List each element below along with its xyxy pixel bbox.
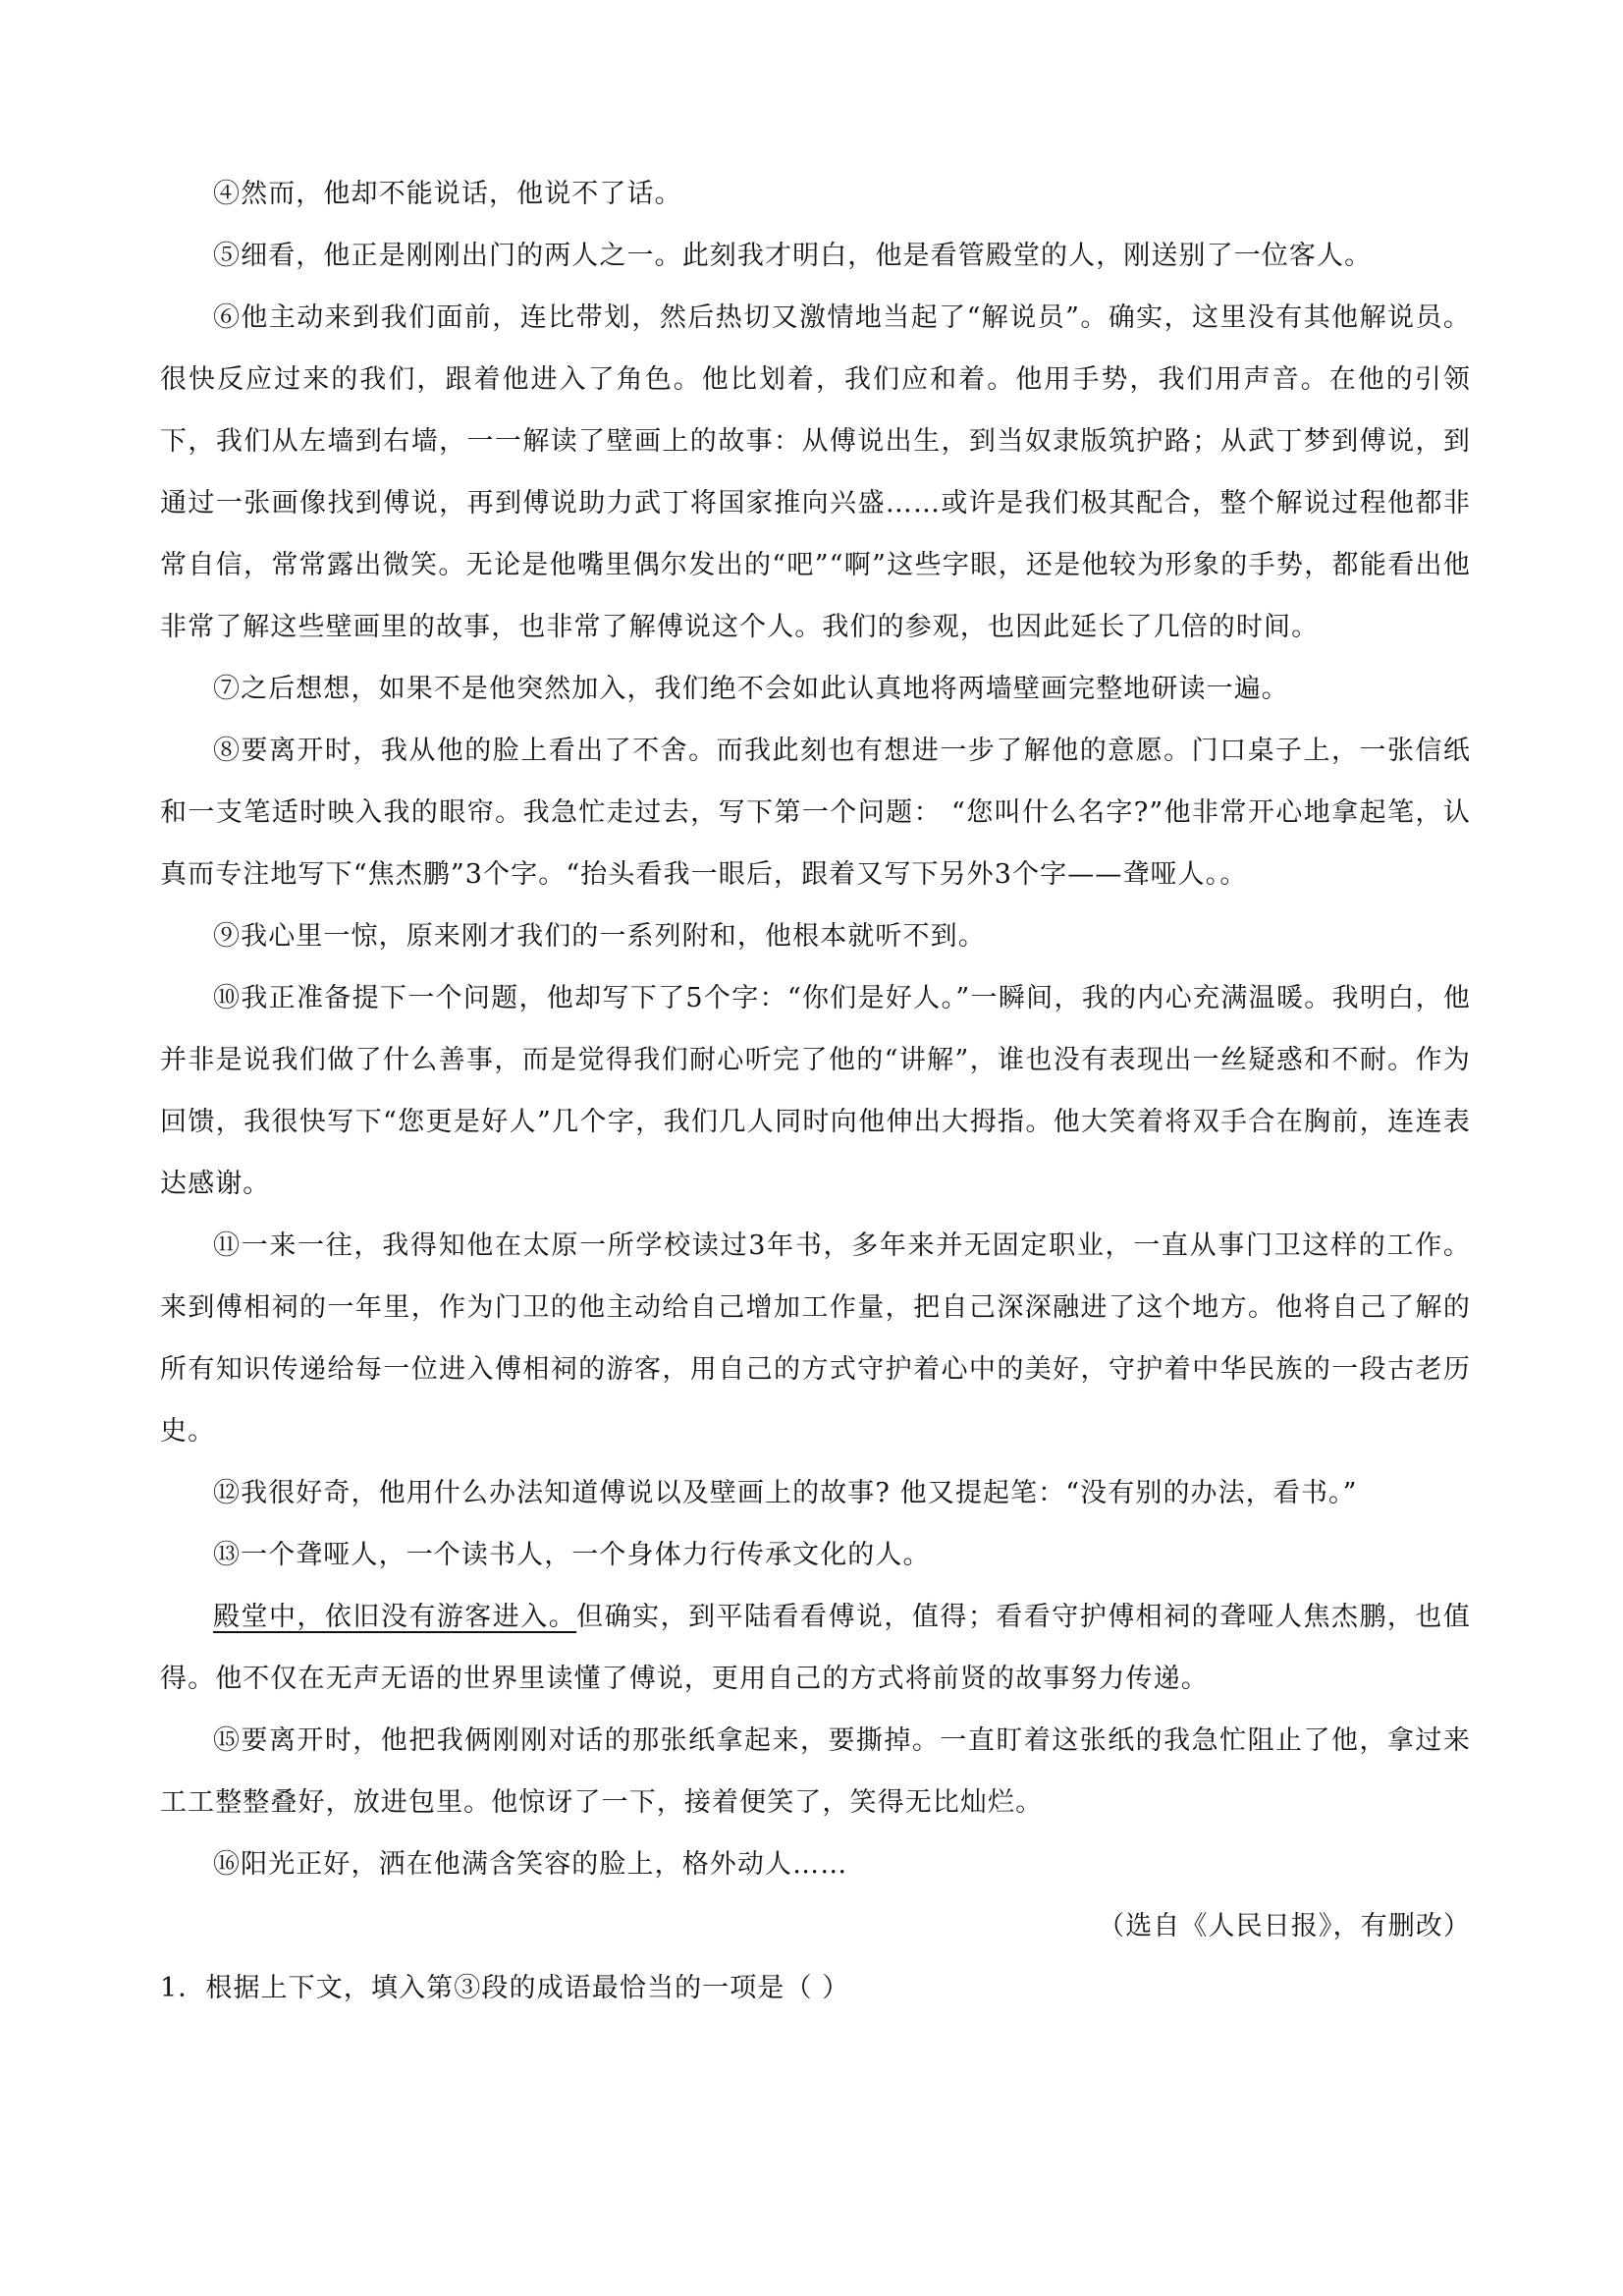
source-note: （选自《人民日报》，有删改）	[1098, 1911, 1471, 1941]
paragraph-6: ⑥他主动来到我们面前，连比带划，然后热切又激情地当起了“解说员”。确实，这里没有其他解说员。很快反应过来的我们，跟着他进入了角色。他比划着，我们应和着。他用手势，我们用声音。在他的引领下，我们从左墙到右墙，一一解读了壁画上的故事：从傅说出生，到当奴隶版筑护路；从武丁梦到傅说，到通过一张画像找到傅说，再到傅说助力武丁将国家推向兴盛……或许是我们极其配合，整个解说过程他都非常自信，常常露出微笑。无论是他嘴里偶尔发出的“吧”“啊”这些字眼，还是他较为形象的手势，都能看出他非常了解这些壁画里的故事，也非常了解傅说这个人。我们的参观，也因此延长了几倍的时间。	[160, 302, 1471, 642]
paragraph-15: ⑮要离开时，他把我俩刚刚对话的那张纸拿起来，要撕掉。一直盯着这张纸的我急忙阻止了他，拿过来工工整整叠好，放进包里。他惊讶了一下，接着便笑了，笑得无比灿烂。	[160, 1725, 1471, 1818]
article-body	[160, 163, 1471, 2019]
paragraph-14	[160, 1586, 1471, 1710]
question-1: 1．根据上下文，填入第③段的成语最恰当的一项是（ ）	[160, 1973, 850, 2003]
paragraph-10: ⑩我正准备提下一个问题，他却写下了5个字：“你们是好人。”一瞬间，我的内心充满温暖。我明白，他并非是说我们做了什么善事，而是觉得我们耐心听完了他的“讲解”，谁也没有表现出一丝疑惑和不耐。作为回馈，我很快写下“您更是好人”几个字，我们几人同时向他伸出大拇指。他大笑着将双手合在胸前，连连表达感谢。	[160, 983, 1471, 1199]
paragraph-13: ⑬一个聋哑人，一个读书人，一个身体力行传承文化的人。	[213, 1540, 931, 1570]
paragraph-14-text: 但确实，到平陆看看傅说，值得；看看守护傅相祠的聋哑人焦杰鹏，也值得。他不仅在无声无语的世界里读懂了傅说，更用自己的方式将前贤的故事努力传递。	[160, 1602, 1471, 1694]
paragraph-11: ⑪一来一往，我得知他在太原一所学校读过3年书，多年来并无固定职业，一直从事门卫这样的工作。来到傅相祠的一年里，作为门卫的他主动给自己增加工作量，把自己深深融进了这个地方。他将自己了解的所有知识传递给每一位进入傅相祠的游客，用自己的方式守护着心中的美好，守护着中华民族的一段古老历史。	[160, 1230, 1471, 1447]
paragraph-12: ⑫我很好奇，他用什么办法知道傅说以及壁画上的故事? 他又提起笔：“没有别的办法，看书。”	[213, 1478, 1358, 1508]
paragraph-9: ⑨我心里一惊，原来刚才我们的一系列附和，他根本就听不到。	[213, 921, 986, 952]
paragraph-8: ⑧要离开时，我从他的脸上看出了不舍。而我此刻也有想进一步了解他的意愿。门口桌子上，一张信纸和一支笔适时映入我的眼帘。我急忙走过去，写下第一个问题： “您叫什么名字?”他非常开心地拿起笔，认真而专注地写下“焦杰鹏”3个字。“抬头看我一眼后，跟着又写下另外3个字——聋哑人。。	[160, 736, 1471, 890]
underlined-sentence: 殿堂中，依旧没有游客进入。	[213, 1602, 577, 1632]
paragraph-5: ⑤细看，他正是刚刚出门的两人之一。此刻我才明白，他是看管殿堂的人，刚送别了一位客人。	[213, 241, 1373, 271]
paragraph-16: ⑯阳光正好，洒在他满含笑容的脸上，格外动人……	[213, 1849, 848, 1880]
paragraph-7: ⑦之后想想，如果不是他突然加入，我们绝不会如此认真地将两墙壁画完整地研读一遍。	[213, 674, 1289, 704]
paragraph-4: ④然而，他却不能说话，他说不了话。	[213, 179, 682, 209]
